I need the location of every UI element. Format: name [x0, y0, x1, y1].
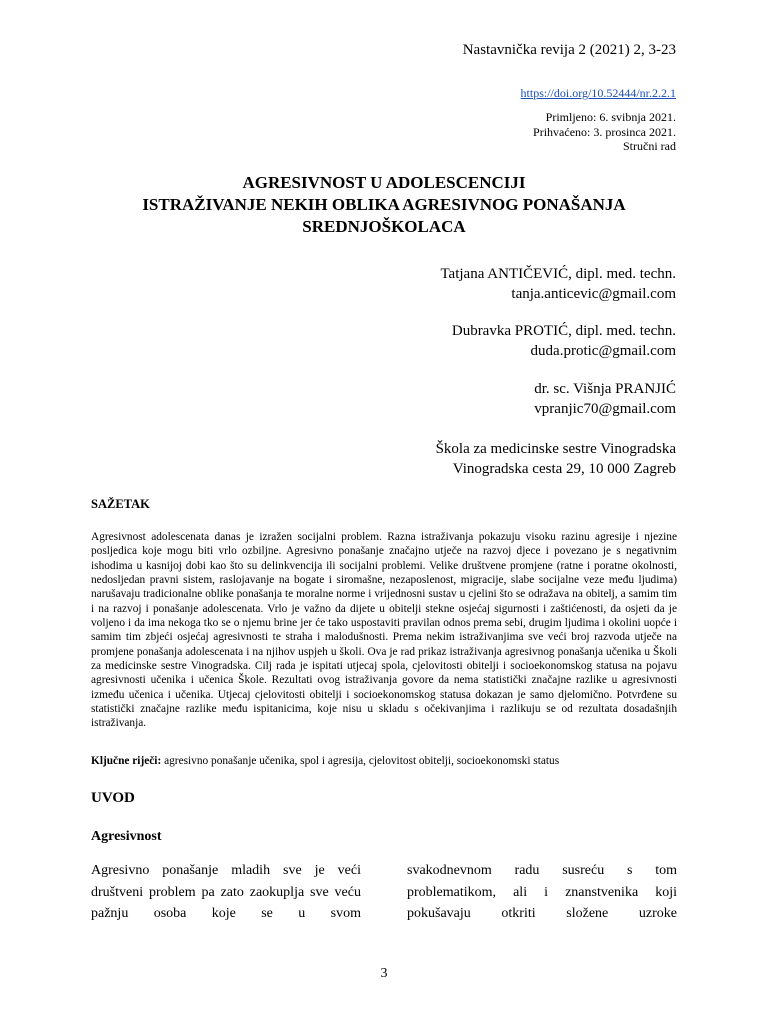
subsection-heading: Agresivnost: [91, 829, 162, 844]
body-column-right: svakodnevnom radu susreću s tom problematikom, ali i znanstvenika koji pokušavaju otkriti složene uzroke: [407, 863, 677, 921]
affiliation: [436, 439, 676, 479]
page-number: 3: [380, 966, 388, 981]
affiliation-address: Vinogradska cesta 29, 10 000 Zagreb: [452, 461, 676, 477]
author-email[interactable]: vpranjic70@gmail.com: [534, 401, 676, 417]
received-date: Primljeno: 6. svibnja 2021.: [545, 110, 676, 124]
article-title: [0, 172, 768, 238]
author-1: [440, 264, 676, 304]
title-line-3: SREDNJOŠKOLACA: [302, 217, 466, 236]
journal-reference: Nastavnička revija 2 (2021) 2, 3-23: [462, 42, 676, 58]
accepted-date: Prihvaćeno: 3. prosinca 2021.: [533, 124, 676, 139]
keywords: [91, 755, 677, 767]
title-line-2: ISTRAŽIVANJE NEKIH OBLIKA AGRESIVNOG PONAŠANJA: [142, 195, 626, 214]
keywords-list: agresivno ponašanje učenika, spol i agresija, cjelovitost obitelji, socioekonomski status: [161, 755, 560, 767]
abstract-text: Agresivnost adolescenata danas je izražen socijalni problem. Razna istraživanja pokazuju visoku razinu agresije i njezine posljedica koje mogu biti vrlo ozbiljne. Agresivno ponašanje značajno utječe na razvoj djece i povezano je s negativnim ishodima u kasnijoj dobi kao što su delinkvencija ili socijalni problemi. Velike društvene promjene (ratne i poratne okolnosti, nedosljedan pravni sistem, raslojavanje na bogate i siromašne, nezaposlenost, migracije, slabe socijalne veze među ljudima) narušavaju tradicionalne oblike ponašanja te moralne norme i vrijednosni sustav u cjelini što se odražava na obitelj, a samim tim i na razvoj i ponašanje adolescenata. Vrlo je važno da dijete u obitelji stekne osjećaj sigurnosti i zaštićenosti, da osjeti da je voljeno i da ima nekoga tko se o njemu brine jer će tako uspostaviti pravilan odnos prema sebi, drugim ljudima i okolini uopće i samim tim zbjeći osjećaj agresivnosti te straha i malodušnosti. Prema nekim istraživanjima sve veći broj razvoda utječe na promjene ponašanja adolescenata i na njihov uspjeh u školi. Ova je rad prikaz istraživanja agresivnog ponašanja učenika u Školi za medicinske sestre Vinogradska. Cilj rada je ispitati utjecaj spola, cjelovitosti obitelji i socioekonomskog statusa na pojavu agresivnosti učenika i učenica Škole. Rezultati ovog istraživanja govore da nema statistički značajne razlike u agresivnosti između učenica i učenika. Utjecaj cjelovitosti obitelji i socioekonomskog statusa dokazan je samo djelomično. Potvrđene su statistički značajne razlike među ispitanicima, koje nisu u skladu s očekivanjima i razlikuju se od rezultata dosadašnjih istraživanja.: [91, 531, 677, 730]
author-email[interactable]: duda.protic@gmail.com: [530, 343, 676, 359]
section-heading-intro: UVOD: [91, 790, 135, 806]
doi-link[interactable]: https://doi.org/10.52444/nr.2.2.1: [520, 86, 676, 100]
author-name: dr. sc. Višnja PRANJIĆ: [534, 381, 676, 397]
body-column-left: Agresivno ponašanje mladih sve je veći društveni problem pa zato zaokuplja sve veću pažnju osoba koje se u svom: [91, 863, 361, 921]
abstract-heading: SAŽETAK: [91, 497, 150, 511]
author-2: [452, 321, 676, 361]
article-type: Stručni rad: [623, 139, 676, 153]
keywords-label: Ključne riječi:: [91, 755, 162, 767]
author-name: Dubravka PROTIĆ, dipl. med. techn.: [451, 323, 676, 339]
author-3: [534, 379, 676, 419]
title-line-1: AGRESIVNOST U ADOLESCENCIJI: [242, 173, 526, 192]
publication-dates: [533, 110, 676, 154]
affiliation-name: Škola za medicinske sestre Vinogradska: [435, 441, 676, 457]
author-name: Tatjana ANTIČEVIĆ, dipl. med. techn.: [440, 266, 676, 282]
author-email[interactable]: tanja.anticevic@gmail.com: [511, 286, 676, 302]
